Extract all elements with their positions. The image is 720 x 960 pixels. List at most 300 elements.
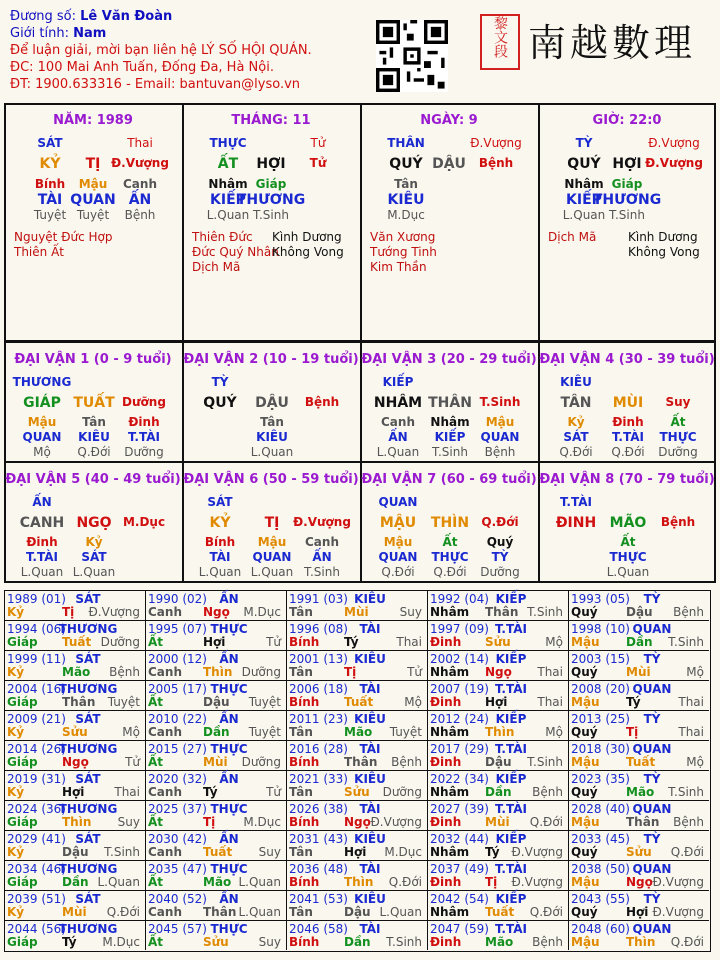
pillar-hidden-stem: Giáp xyxy=(255,177,287,191)
year-stem: Canh xyxy=(148,905,182,919)
year-branch: Thìn xyxy=(62,815,92,829)
year-god: THƯƠNG xyxy=(58,622,118,636)
row-divider xyxy=(4,890,709,891)
year-stem: Đinh xyxy=(430,755,462,769)
year-branch: Dậu xyxy=(485,755,512,769)
year-god: KIẾP xyxy=(495,892,527,906)
year-label: 1995 (07) xyxy=(148,622,207,636)
year-branch: Thân xyxy=(62,695,96,709)
year-branch: Dần xyxy=(485,785,512,799)
year-phase: Tử xyxy=(266,635,281,649)
year-label: 2010 (22) xyxy=(148,712,207,726)
year-stem: Canh xyxy=(148,785,182,799)
dai-van-hidden-god: TÀI xyxy=(209,550,231,564)
row-divider xyxy=(4,620,709,621)
year-stem: Ất xyxy=(148,935,164,949)
year-branch: Tý xyxy=(626,695,641,709)
year-branch: Tý xyxy=(62,935,77,949)
dai-van-god: THƯƠNG xyxy=(12,375,72,389)
dai-van-main: CANH xyxy=(19,515,65,531)
year-label: 2000 (12) xyxy=(148,652,207,666)
year-label: 2037 (49) xyxy=(430,862,489,876)
year-stem: Nhâm xyxy=(430,665,470,679)
dai-van-hidden: Mậu xyxy=(257,535,287,549)
pillar-star: Đức Quý Nhân xyxy=(192,245,279,259)
year-branch: Dần xyxy=(626,635,653,649)
owner-line: Đương số: Lê Văn Đoàn xyxy=(10,9,173,24)
year-stem: Bính xyxy=(289,695,320,709)
dai-van-hidden-god: QUAN xyxy=(378,550,418,564)
year-branch: Thìn xyxy=(626,935,656,949)
year-stem: Kỷ xyxy=(7,725,25,739)
year-god: THỰC xyxy=(210,802,248,816)
column-divider xyxy=(182,103,184,342)
pillar-hidden-stem: Nhâm xyxy=(208,177,248,191)
year-phase: Tuyệt xyxy=(107,695,140,709)
pillar-hidden-god: QUAN xyxy=(70,192,116,208)
pillar-star: Không Vong xyxy=(628,245,700,259)
year-stem: Mậu xyxy=(571,815,600,829)
year-god: T.TÀI xyxy=(495,622,527,636)
year-god: TỲ xyxy=(643,892,661,906)
pillar-hidden-stem: Bính xyxy=(34,177,66,191)
year-branch: Mùi xyxy=(344,605,369,619)
year-stem: Quý xyxy=(571,905,598,919)
gender-line: Giới tính: Nam xyxy=(10,26,107,41)
year-phase: M.Dục xyxy=(102,935,140,949)
year-phase: Đ.Vượng xyxy=(511,875,563,889)
year-label: 2006 (18) xyxy=(289,682,348,696)
pillar-hidden-stem: Tân xyxy=(394,177,418,191)
dai-van-hidden: Tân xyxy=(82,415,106,429)
dai-van-title: ĐẠI VẬN 1 (0 - 9 tuổi) xyxy=(14,352,172,367)
year-stem: Kỷ xyxy=(7,785,25,799)
year-label: 2035 (47) xyxy=(148,862,207,876)
year-branch: Tuất xyxy=(203,845,233,859)
pillar-phase: M.Dục xyxy=(387,208,425,222)
year-stem: Nhâm xyxy=(430,845,470,859)
year-label: 1999 (11) xyxy=(7,652,66,666)
pillar-hidden-god: ẤN xyxy=(128,192,152,208)
dai-van-phase: Dưỡng xyxy=(124,445,164,459)
year-phase: Mộ xyxy=(404,695,422,709)
phone-email-line: ĐT: 1900.633316 - Email: bantuvan@lyso.vn xyxy=(10,77,301,92)
pillar-main: Bệnh xyxy=(478,156,514,170)
year-god: T.TÀI xyxy=(495,862,527,876)
dai-van-phase: Q.Đới xyxy=(611,445,645,459)
pillar-star: Tướng Tinh xyxy=(370,245,437,259)
column-divider xyxy=(568,590,569,950)
pillar-hidden-god: TÀI xyxy=(37,192,63,208)
year-god: KIẾP xyxy=(495,592,527,606)
year-god: KIẾP xyxy=(495,652,527,666)
dai-van-main: Đ.Vượng xyxy=(293,515,351,529)
dai-van-title: ĐẠI VẬN 5 (40 - 49 tuổi) xyxy=(5,472,181,487)
year-label: 1994 (06) xyxy=(7,622,66,636)
year-god: KIẾP xyxy=(495,772,527,786)
year-label: 2012 (24) xyxy=(430,712,489,726)
year-phase: Đ.Vượng xyxy=(370,815,422,829)
year-branch: Tị xyxy=(626,725,639,739)
year-branch: Sửu xyxy=(344,785,370,799)
header-info xyxy=(10,8,312,93)
dai-van-hidden-god: ẤN xyxy=(312,550,332,564)
year-label: 2005 (17) xyxy=(148,682,207,696)
dai-van-hidden: Mậu xyxy=(383,535,413,549)
year-god: T.TÀI xyxy=(495,922,527,936)
dai-van-god: ẤN xyxy=(32,495,52,509)
year-phase: Mộ xyxy=(545,725,563,739)
pillar-star: Nguyệt Đức Hợp xyxy=(14,230,113,244)
dai-van-hidden-god: THỰC xyxy=(431,550,469,564)
year-label: 2023 (35) xyxy=(571,772,630,786)
year-label: 2030 (42) xyxy=(148,832,207,846)
year-phase: M.Dục xyxy=(243,815,281,829)
year-god: KIÊU xyxy=(354,652,386,666)
year-god: QUAN xyxy=(632,682,672,696)
year-label: 2001 (13) xyxy=(289,652,348,666)
year-god: T.TÀI xyxy=(495,802,527,816)
year-god: THƯƠNG xyxy=(58,742,118,756)
pillar-title: THÁNG: 11 xyxy=(231,113,311,128)
year-stem: Đinh xyxy=(430,935,462,949)
year-label: 2009 (21) xyxy=(7,712,66,726)
year-label: 2020 (32) xyxy=(148,772,207,786)
year-phase: Tuyệt xyxy=(248,695,281,709)
year-phase: Tử xyxy=(407,665,422,679)
pillar-main: KỶ xyxy=(39,156,61,172)
year-god: QUAN xyxy=(632,802,672,816)
year-phase: L.Quan xyxy=(238,875,281,889)
year-branch: Dần xyxy=(62,875,89,889)
dai-van-hidden: Ất xyxy=(670,415,686,429)
dai-van-hidden-god: SÁT xyxy=(563,430,589,444)
year-label: 2026 (38) xyxy=(289,802,348,816)
year-god: TỲ xyxy=(643,712,661,726)
year-label: 2024 (36) xyxy=(7,802,66,816)
year-branch: Ngọ xyxy=(344,815,371,829)
year-god: TÀI xyxy=(359,742,381,756)
year-god: TÀI xyxy=(359,802,381,816)
year-label: 2041 (53) xyxy=(289,892,348,906)
dai-van-phase: Q.Đới xyxy=(433,565,467,579)
pillar-star: Kim Thần xyxy=(370,260,427,274)
year-label: 2039 (51) xyxy=(7,892,66,906)
year-god: TỲ xyxy=(643,652,661,666)
dai-van-god: QUAN xyxy=(378,495,418,509)
year-phase: Dưỡng xyxy=(241,665,281,679)
year-phase: Tử xyxy=(125,755,140,769)
year-branch: Dậu xyxy=(626,605,653,619)
year-phase: Tuyệt xyxy=(248,725,281,739)
year-branch: Mão xyxy=(203,875,232,889)
row-divider xyxy=(4,920,709,921)
year-stem: Đinh xyxy=(430,875,462,889)
dai-van-main: GIÁP xyxy=(23,395,61,411)
year-phase: T.Sinh xyxy=(386,935,422,949)
dai-van-phase: Q.Đới xyxy=(559,445,593,459)
dai-van-hidden-god: KIÊU xyxy=(256,430,288,444)
year-god: THƯƠNG xyxy=(58,862,118,876)
pillar-main: QUÝ xyxy=(389,156,423,172)
dai-van-hidden-god: KIẾP xyxy=(434,430,466,444)
year-god: ẤN xyxy=(219,652,239,666)
pillar-star: Dịch Mã xyxy=(548,230,597,244)
year-stem: Đinh xyxy=(430,815,462,829)
year-stem: Nhâm xyxy=(430,785,470,799)
dai-van-title: ĐẠI VẬN 7 (60 - 69 tuổi) xyxy=(361,472,537,487)
year-phase: Dưỡng xyxy=(241,755,281,769)
year-phase: Suy xyxy=(117,815,140,829)
year-god: THỰC xyxy=(210,682,248,696)
pillar-hidden-god: THƯƠNG xyxy=(592,192,662,208)
pillar-phase: L.Quan xyxy=(206,208,250,222)
year-stem: Mậu xyxy=(571,635,600,649)
year-god: TÀI xyxy=(359,922,381,936)
year-stem: Giáp xyxy=(7,755,38,769)
year-phase: Q.Đới xyxy=(670,935,704,949)
year-stem: Giáp xyxy=(7,635,38,649)
year-branch: Hợi xyxy=(485,695,508,709)
pillar-title: GIỜ: 22:0 xyxy=(592,113,662,128)
year-stem: Nhâm xyxy=(430,905,470,919)
year-phase: T.Sinh xyxy=(668,635,704,649)
year-stem: Mậu xyxy=(571,875,600,889)
dai-van-hidden: Ất xyxy=(442,535,458,549)
year-god: QUAN xyxy=(632,622,672,636)
year-stem: Quý xyxy=(571,725,598,739)
year-stem: Tân xyxy=(289,665,313,679)
pillar-phase: Tuyệt xyxy=(76,208,110,222)
pillar-main: Đ.Vượng xyxy=(645,156,703,170)
dai-van-phase: L.Quan xyxy=(250,445,294,459)
year-god: THƯƠNG xyxy=(58,802,118,816)
dai-van-title: ĐẠI VẬN 8 (70 - 79 tuổi) xyxy=(539,472,715,487)
pillar-gan-god: TỲ xyxy=(575,136,593,150)
year-branch: Thìn xyxy=(203,665,233,679)
row-divider xyxy=(4,650,709,651)
year-stem: Canh xyxy=(148,845,182,859)
dai-van-main: TÂN xyxy=(560,395,592,411)
year-branch: Tị xyxy=(485,875,498,889)
year-god: SÁT xyxy=(75,832,101,846)
year-phase: Bệnh xyxy=(673,815,704,829)
year-branch: Thân xyxy=(203,905,237,919)
year-stem: Mậu xyxy=(571,935,600,949)
year-phase: Tử xyxy=(266,785,281,799)
year-label: 2032 (44) xyxy=(430,832,489,846)
year-label: 2040 (52) xyxy=(148,892,207,906)
year-god: SÁT xyxy=(75,652,101,666)
year-phase: Q.Đới xyxy=(670,845,704,859)
dai-van-hidden: Kỷ xyxy=(85,535,103,549)
dai-van-hidden-god: KIÊU xyxy=(78,430,110,444)
year-stem: Quý xyxy=(571,605,598,619)
year-stem: Ất xyxy=(148,635,164,649)
column-divider xyxy=(360,341,362,583)
dai-van-hidden: Kỷ xyxy=(567,415,585,429)
year-branch: Tị xyxy=(62,605,75,619)
dai-van-phase: L.Quan xyxy=(250,565,294,579)
year-god: KIÊU xyxy=(354,832,386,846)
pillar-title: NĂM: 1989 xyxy=(53,113,133,128)
pillar-gan-phase: Đ.Vượng xyxy=(648,136,700,150)
year-stem: Tân xyxy=(289,785,313,799)
row-divider xyxy=(4,740,709,741)
year-stem: Canh xyxy=(148,605,182,619)
year-branch: Tị xyxy=(203,815,216,829)
dai-van-hidden: Quý xyxy=(486,535,514,549)
pillar-main: HỢI xyxy=(256,156,286,172)
year-phase: Dưỡng xyxy=(100,635,140,649)
year-phase: Bệnh xyxy=(109,665,140,679)
year-god: TỲ xyxy=(643,592,661,606)
year-stem: Ất xyxy=(148,695,164,709)
year-branch: Tị xyxy=(344,665,357,679)
year-branch: Tý xyxy=(485,845,500,859)
year-label: 2046 (58) xyxy=(289,922,348,936)
year-stem: Đinh xyxy=(430,695,462,709)
dai-van-phase: Dưỡng xyxy=(480,565,520,579)
year-label: 2003 (15) xyxy=(571,652,630,666)
pillar-hidden-god: KIẾP xyxy=(566,192,602,208)
year-phase: Thai xyxy=(537,695,563,709)
year-stem: Tân xyxy=(289,905,313,919)
pillar-hidden-god: KIÊU xyxy=(387,192,425,208)
dai-van-hidden-god: QUAN xyxy=(480,430,520,444)
dai-van-title: ĐẠI VẬN 3 (20 - 29 tuổi) xyxy=(361,352,537,367)
year-stem: Kỷ xyxy=(7,665,25,679)
year-label: 1989 (01) xyxy=(7,592,66,606)
year-god: T.TÀI xyxy=(495,742,527,756)
year-phase: M.Dục xyxy=(243,605,281,619)
pillar-gan-god: THỰC xyxy=(209,136,247,150)
year-stem: Giáp xyxy=(7,695,38,709)
dai-van-phase: L.Quan xyxy=(72,565,116,579)
dai-van-main: ĐINH xyxy=(555,515,597,531)
year-phase: Suy xyxy=(258,845,281,859)
year-god: THỰC xyxy=(210,862,248,876)
dai-van-main: Bệnh xyxy=(660,515,696,529)
year-label: 2045 (57) xyxy=(148,922,207,936)
year-label: 2021 (33) xyxy=(289,772,348,786)
year-god: T.TÀI xyxy=(495,682,527,696)
year-branch: Dần xyxy=(203,725,230,739)
year-phase: Q.Đới xyxy=(388,875,422,889)
year-label: 2017 (29) xyxy=(430,742,489,756)
year-branch: Hợi xyxy=(626,905,649,919)
year-stem: Bính xyxy=(289,815,320,829)
year-god: ẤN xyxy=(219,712,239,726)
pillar-phase: T.Sinh xyxy=(253,208,289,222)
qr-code-icon[interactable] xyxy=(376,20,448,92)
year-stem: Bính xyxy=(289,635,320,649)
year-label: 2016 (28) xyxy=(289,742,348,756)
dai-van-hidden: Canh xyxy=(381,415,415,429)
dai-van-god: TỲ xyxy=(211,375,229,389)
year-branch: Ngọ xyxy=(62,755,89,769)
dai-van-main: Q.Đới xyxy=(481,515,519,529)
year-label: 1998 (10) xyxy=(571,622,630,636)
year-branch: Ngọ xyxy=(203,605,230,619)
year-label: 2025 (37) xyxy=(148,802,207,816)
year-branch: Sửu xyxy=(626,845,652,859)
year-phase: Mộ xyxy=(686,665,704,679)
column-divider xyxy=(538,103,540,342)
row-divider xyxy=(4,800,709,801)
pillar-hidden-god: KIẾP xyxy=(210,192,246,208)
year-label: 2013 (25) xyxy=(571,712,630,726)
year-label: 1996 (08) xyxy=(289,622,348,636)
year-god: KIÊU xyxy=(354,592,386,606)
year-branch: Sửu xyxy=(203,935,229,949)
year-branch: Mùi xyxy=(626,665,651,679)
dai-van-main: MÃO xyxy=(609,515,647,531)
year-label: 2028 (40) xyxy=(571,802,630,816)
year-stem: Kỷ xyxy=(7,905,25,919)
year-stem: Nhâm xyxy=(430,725,470,739)
year-label: 2029 (41) xyxy=(7,832,66,846)
year-branch: Thân xyxy=(344,755,378,769)
year-stem: Quý xyxy=(571,845,598,859)
pillar-star: Thiên Đức xyxy=(192,230,253,244)
column-divider xyxy=(145,590,146,950)
year-branch: Hợi xyxy=(344,845,367,859)
year-stem: Quý xyxy=(571,785,598,799)
year-god: QUAN xyxy=(632,922,672,936)
year-branch: Dậu xyxy=(62,845,89,859)
dai-van-hidden-god: T.TÀI xyxy=(26,550,58,564)
year-god: ẤN xyxy=(219,592,239,606)
dai-van-hidden: Đinh xyxy=(26,535,58,549)
year-stem: Tân xyxy=(289,725,313,739)
dai-van-title: ĐẠI VẬN 2 (10 - 19 tuổi) xyxy=(183,352,359,367)
dai-van-main: THÂN xyxy=(428,395,472,411)
year-branch: Mão xyxy=(626,785,655,799)
year-stem: Ất xyxy=(148,815,164,829)
column-divider xyxy=(538,341,540,583)
year-god: ẤN xyxy=(219,892,239,906)
year-god: TÀI xyxy=(359,622,381,636)
dai-van-main: KỶ xyxy=(209,515,231,531)
pillar-title: NGÀY: 9 xyxy=(420,113,478,128)
year-stem: Kỷ xyxy=(7,605,25,619)
year-label: 1997 (09) xyxy=(430,622,489,636)
year-label: 2043 (55) xyxy=(571,892,630,906)
year-phase: Đ.Vượng xyxy=(88,605,140,619)
year-label: 2036 (48) xyxy=(289,862,348,876)
year-stem: Giáp xyxy=(7,815,38,829)
dai-van-phase: T.Sinh xyxy=(304,565,340,579)
year-god: TÀI xyxy=(359,862,381,876)
pillar-hidden-stem: Canh xyxy=(123,177,157,191)
year-phase: Mộ xyxy=(686,755,704,769)
year-branch: Thìn xyxy=(344,875,374,889)
year-phase: Q.Đới xyxy=(529,815,563,829)
year-branch: Dậu xyxy=(203,695,230,709)
year-phase: Q.Đới xyxy=(529,905,563,919)
year-label: 2015 (27) xyxy=(148,742,207,756)
year-god: THỰC xyxy=(210,922,248,936)
year-stem: Nhâm xyxy=(430,605,470,619)
seal-text: 黎文段 xyxy=(492,16,508,58)
pillar-main: Đ.Vượng xyxy=(111,156,169,170)
dai-van-title: ĐẠI VẬN 6 (50 - 59 tuổi) xyxy=(183,472,359,487)
pillar-star: Thiên Ất xyxy=(14,245,64,259)
dai-van-hidden: Tân xyxy=(260,415,284,429)
year-god: KIẾP xyxy=(495,712,527,726)
dai-van-phase: L.Quan xyxy=(20,565,64,579)
